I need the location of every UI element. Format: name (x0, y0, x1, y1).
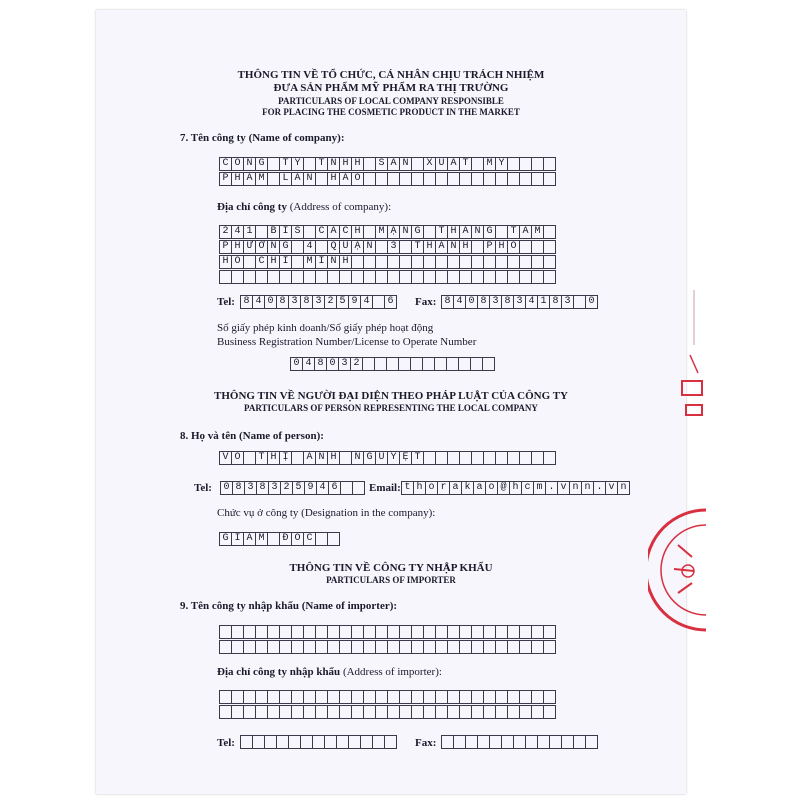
char-box: N (303, 172, 316, 186)
char-box: G (219, 532, 232, 546)
char-box: 2 (324, 295, 337, 309)
char-box: H (231, 240, 244, 254)
char-box: C (219, 157, 232, 171)
importer-fax-field[interactable] (441, 735, 598, 749)
char-box: h (413, 481, 426, 495)
char-box: V (219, 451, 232, 465)
header2-title-en: PARTICULARS OF PERSON REPRESENTING THE LOCAL COMPANY (244, 403, 538, 413)
char-box: Ờ (255, 240, 268, 254)
char-box: O (351, 172, 364, 186)
char-box: Ạ (387, 225, 400, 239)
char-box: o (485, 481, 498, 495)
char-box: 4 (453, 295, 466, 309)
char-box: H (267, 255, 280, 269)
char-box: T (435, 225, 448, 239)
person-name-field[interactable] (219, 451, 556, 465)
char-box: S (375, 157, 388, 171)
char-box (543, 255, 556, 269)
char-box: N (315, 451, 328, 465)
char-box: C (315, 225, 328, 239)
char-box: Ố (507, 240, 520, 254)
char-box: H (327, 172, 340, 186)
char-box: 3 (489, 295, 502, 309)
char-box: Ấ (447, 157, 460, 171)
char-box: C (303, 532, 316, 546)
importer-address-row-1[interactable] (219, 690, 556, 704)
char-box: G (483, 225, 496, 239)
char-box: H (231, 172, 244, 186)
char-box: H (495, 240, 508, 254)
char-box: M (531, 225, 544, 239)
char-box: 4 (231, 225, 244, 239)
designation-field[interactable] (219, 532, 340, 546)
char-box: Ồ (231, 255, 244, 269)
char-box: Y (387, 451, 400, 465)
red-seal-icon (648, 505, 706, 635)
char-box: 6 (328, 481, 341, 495)
importer-tel-label: Tel: (217, 737, 235, 749)
char-box: H (447, 225, 460, 239)
char-box: Á (459, 225, 472, 239)
char-box: U (435, 157, 448, 171)
char-box (543, 240, 556, 254)
char-box: Ố (291, 532, 304, 546)
company-name-row-2[interactable] (219, 172, 556, 186)
char-box: T (255, 451, 268, 465)
char-box: 6 (384, 295, 397, 309)
char-box: 0 (220, 481, 233, 495)
char-box (327, 532, 340, 546)
company-fax-field[interactable] (441, 295, 598, 309)
header-title-vi-2: ĐƯA SẢN PHẨM MỸ PHẨM RA THỊ TRƯỜNG (273, 82, 509, 94)
char-box: 4 (525, 295, 538, 309)
char-box (352, 481, 365, 495)
char-box: 1 (243, 225, 256, 239)
char-box: n (581, 481, 594, 495)
header-title-en-1: PARTICULARS OF LOCAL COMPANY RESPONSIBLE (278, 96, 504, 106)
char-box: G (255, 157, 268, 171)
license-number-field[interactable] (290, 357, 495, 371)
char-box: 3 (387, 240, 400, 254)
char-box: 4 (252, 295, 265, 309)
company-address-row-2[interactable] (219, 240, 556, 254)
designation-label: Chức vụ ở công ty (Designation in the company): (217, 507, 436, 519)
char-box: B (267, 225, 280, 239)
char-box: Á (303, 451, 316, 465)
importer-name-row-2[interactable] (219, 640, 556, 654)
header-title-en-2: FOR PLACING THE COSMETIC PRODUCT IN THE MARKET (262, 107, 520, 117)
person-email-field[interactable] (401, 481, 630, 495)
char-box: A (291, 172, 304, 186)
importer-fax-label: Fax: (415, 737, 437, 749)
char-box: N (327, 157, 340, 171)
header2-title-vi: THÔNG TIN VỀ NGƯỜI ĐẠI DIỆN THEO PHÁP LUẬT CỦA CÔNG TY (214, 390, 568, 402)
char-box: U (339, 240, 352, 254)
char-box: . (545, 481, 558, 495)
char-box: n (569, 481, 582, 495)
char-box: Á (327, 225, 340, 239)
char-box: 8 (501, 295, 514, 309)
char-box: Á (519, 225, 532, 239)
char-box: 0 (585, 295, 598, 309)
char-box: m (533, 481, 546, 495)
char-box: I (279, 225, 292, 239)
char-box: Y (291, 157, 304, 171)
char-box: N (471, 225, 484, 239)
char-box: n (617, 481, 630, 495)
char-box: 8 (256, 481, 269, 495)
char-box: T (411, 240, 424, 254)
char-box: N (399, 225, 412, 239)
char-box (543, 640, 556, 654)
company-tel-field[interactable] (240, 295, 397, 309)
char-box: Ả (339, 172, 352, 186)
char-box: Ư (243, 240, 256, 254)
char-box: 8 (314, 357, 327, 371)
char-box: 4 (360, 295, 373, 309)
header3-title-en: PARTICULARS OF IMPORTER (326, 575, 456, 585)
company-name-row-1[interactable] (219, 157, 556, 171)
char-box: 2 (219, 225, 232, 239)
char-box: N (399, 157, 412, 171)
company-address-row-1[interactable] (219, 225, 556, 239)
char-box: Ả (387, 157, 400, 171)
char-box: À (435, 240, 448, 254)
char-box: P (219, 172, 232, 186)
char-box: Õ (231, 451, 244, 465)
char-box: P (219, 240, 232, 254)
char-box: M (255, 172, 268, 186)
company-address-row-4[interactable] (219, 270, 556, 284)
char-box: T (279, 157, 292, 171)
char-box: G (279, 240, 292, 254)
char-box: 5 (336, 295, 349, 309)
char-box (585, 735, 598, 749)
char-box (543, 705, 556, 719)
char-box: 8 (300, 295, 313, 309)
license-label-vi: Số giấy phép kinh doanh/Số giấy phép hoạt động (217, 322, 434, 334)
char-box: 5 (292, 481, 305, 495)
char-box: N (243, 157, 256, 171)
importer-address-row-2[interactable] (219, 705, 556, 719)
person-tel-label: Tel: (194, 482, 212, 494)
char-box: Ậ (351, 240, 364, 254)
char-box: h (509, 481, 522, 495)
char-box: Ệ (399, 451, 412, 465)
char-box: 0 (264, 295, 277, 309)
header3-title-vi: THÔNG TIN VỀ CÔNG TY NHẬP KHẨU (289, 562, 493, 574)
char-box: 3 (513, 295, 526, 309)
char-box: H (267, 451, 280, 465)
char-box: 3 (288, 295, 301, 309)
char-box (384, 735, 397, 749)
company-fax-label: Fax: (415, 296, 437, 308)
char-box: 8 (477, 295, 490, 309)
char-box: N (447, 240, 460, 254)
char-box: 3 (312, 295, 325, 309)
char-box: U (375, 451, 388, 465)
char-box: H (423, 240, 436, 254)
char-box: 4 (303, 240, 316, 254)
char-box: I (231, 532, 244, 546)
char-box: 4 (316, 481, 329, 495)
char-box: 9 (304, 481, 317, 495)
char-box: 9 (348, 295, 361, 309)
char-box: Ô (231, 157, 244, 171)
char-box: c (521, 481, 534, 495)
char-box: M (303, 255, 316, 269)
char-box: H (339, 157, 352, 171)
char-box (543, 451, 556, 465)
char-box: Í (279, 255, 292, 269)
char-box: H (351, 225, 364, 239)
char-box (482, 357, 495, 371)
company-tel-label: Tel: (217, 296, 235, 308)
char-box: 0 (465, 295, 478, 309)
char-box: Q (327, 240, 340, 254)
char-box: 4 (302, 357, 315, 371)
char-box: Á (243, 532, 256, 546)
company-address-row-3[interactable] (219, 255, 556, 269)
char-box: T (411, 451, 424, 465)
char-box: L (279, 172, 292, 186)
char-box: t (401, 481, 414, 495)
char-box: 1 (537, 295, 550, 309)
char-box: 0 (326, 357, 339, 371)
char-box: M (483, 157, 496, 171)
char-box: 3 (244, 481, 257, 495)
char-box: C (339, 225, 352, 239)
partial-stamp (680, 285, 706, 445)
char-box: N (267, 240, 280, 254)
char-box: a (449, 481, 462, 495)
char-box: G (363, 451, 376, 465)
char-box: H (339, 255, 352, 269)
char-box: I (315, 255, 328, 269)
char-box (543, 172, 556, 186)
char-box: v (557, 481, 570, 495)
char-box: k (461, 481, 474, 495)
person-tel-field[interactable] (220, 481, 365, 495)
importer-tel-field[interactable] (240, 735, 397, 749)
char-box: T (459, 157, 472, 171)
char-box: M (375, 225, 388, 239)
char-box: T (507, 225, 520, 239)
char-box: M (255, 532, 268, 546)
char-box: X (423, 157, 436, 171)
company-address-label: Địa chỉ công ty (Address of company): (217, 201, 392, 213)
person-name-label: 8. Họ và tên (Name of person): (180, 430, 324, 442)
char-box: C (255, 255, 268, 269)
char-box: v (605, 481, 618, 495)
char-box: 2 (280, 481, 293, 495)
char-box: 8 (276, 295, 289, 309)
char-box: 8 (240, 295, 253, 309)
char-box: N (351, 451, 364, 465)
char-box: 3 (268, 481, 281, 495)
importer-name-row-1[interactable] (219, 625, 556, 639)
char-box: N (327, 255, 340, 269)
importer-address-label: Địa chỉ công ty nhập khẩu (Address of importer): (217, 666, 442, 678)
char-box (543, 270, 556, 284)
char-box: . (593, 481, 606, 495)
company-name-label: 7. Tên công ty (Name of company): (180, 132, 345, 144)
char-box: Ỹ (495, 157, 508, 171)
char-box: 0 (290, 357, 303, 371)
char-box (543, 157, 556, 171)
char-box: S (291, 225, 304, 239)
char-box: @ (497, 481, 510, 495)
char-box: Đ (279, 532, 292, 546)
char-box: H (219, 255, 232, 269)
char-box: H (351, 157, 364, 171)
char-box: Ẩ (243, 172, 256, 186)
license-label-en: Business Registration Number/License to Operate Number (217, 336, 477, 348)
char-box: 3 (338, 357, 351, 371)
char-box: H (327, 451, 340, 465)
person-email-label: Email: (369, 482, 401, 494)
char-box: 8 (232, 481, 245, 495)
header-title-vi-1: THÔNG TIN VỀ TỔ CHỨC, CÁ NHÂN CHỊU TRÁCH NHIỆM (237, 69, 545, 81)
char-box: G (411, 225, 424, 239)
char-box (543, 625, 556, 639)
char-box: N (363, 240, 376, 254)
char-box: P (483, 240, 496, 254)
char-box (543, 690, 556, 704)
char-box (543, 225, 556, 239)
char-box: 2 (350, 357, 363, 371)
char-box: H (459, 240, 472, 254)
char-box: o (425, 481, 438, 495)
importer-name-label: 9. Tên công ty nhập khẩu (Name of importer): (180, 600, 398, 612)
char-box: 8 (549, 295, 562, 309)
char-box: a (473, 481, 486, 495)
char-box: 3 (561, 295, 574, 309)
char-box: 8 (441, 295, 454, 309)
char-box: T (315, 157, 328, 171)
char-box: Ị (279, 451, 292, 465)
char-box: r (437, 481, 450, 495)
